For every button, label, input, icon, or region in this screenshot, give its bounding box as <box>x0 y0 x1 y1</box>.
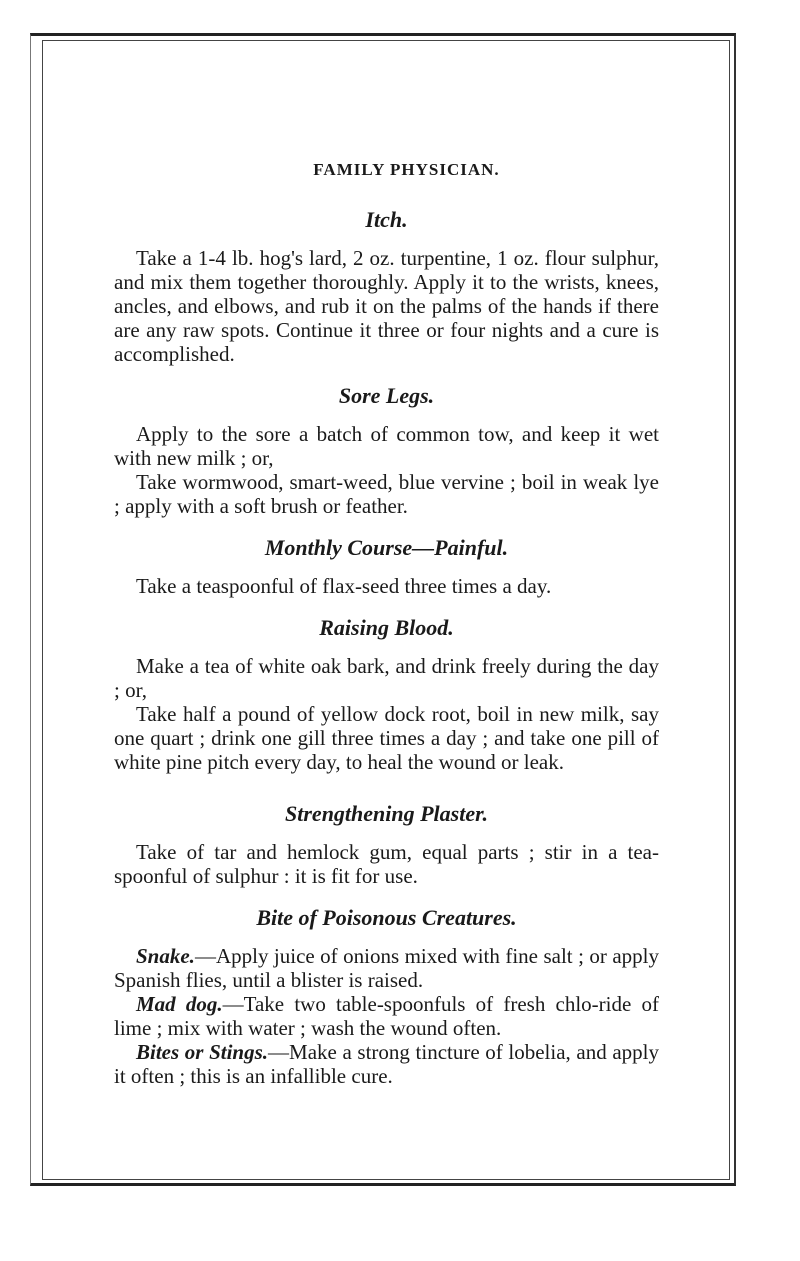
section-raising-blood <box>114 615 659 774</box>
section-heading: Sore Legs. <box>338 383 435 408</box>
section-strengthening-plaster <box>114 801 659 888</box>
paragraph: Take a 1-4 lb. hog's lard, 2 oz. turpentine, 1 oz. flour sulphur, and mix them together thoroughly. Apply it to the wrists, knees, ancles, and elbows, and rub it on the palms of the hands if there are any raw spots. Continue it three or four nights and a cure is accomplished. <box>114 246 659 366</box>
section-monthly-course <box>114 535 659 598</box>
entry-text: —Apply juice of onions mixed with fine salt ; or apply Spanish flies, until a blister is raised. <box>114 944 659 992</box>
paragraph: Take half a pound of yellow dock root, boil in new milk, say one quart ; drink one gill three times a day ; and take one pill of white pine pitch every day, to heal the wound or leak. <box>114 702 659 774</box>
section-heading: Monthly Course—Painful. <box>264 535 509 560</box>
section-heading: Raising Blood. <box>319 615 454 640</box>
entry-paragraph <box>114 1040 659 1088</box>
entry-paragraph <box>114 992 659 1040</box>
paragraph: Take wormwood, smart-weed, blue vervine ; boil in weak lye ; apply with a soft brush or feather. <box>114 470 659 518</box>
page-content <box>114 160 659 1105</box>
section-itch <box>114 207 659 366</box>
entry-text: —Make a strong tincture of lobelia, and apply it often ; this is an infallible cure. <box>114 1040 659 1088</box>
paragraph: Apply to the sore a batch of common tow, and keep it wet with new milk ; or, <box>114 422 659 470</box>
section-sore-legs <box>114 383 659 518</box>
paragraph: Make a tea of white oak bark, and drink freely during the day ; or, <box>114 654 659 702</box>
running-head: FAMILY PHYSICIAN. <box>313 160 500 179</box>
section-heading: Strengthening Plaster. <box>285 801 488 826</box>
entry-lead: Bites or Stings. <box>136 1040 269 1064</box>
entry-paragraph <box>114 944 659 992</box>
entry-lead: Snake. <box>136 944 195 968</box>
entry-lead: Mad dog. <box>136 992 223 1016</box>
section-heading: Bite of Poisonous Creatures. <box>256 905 517 930</box>
section-heading: Itch. <box>365 207 408 232</box>
entry-text: —Take two table-spoonfuls of fresh chlo-ride of lime ; mix with water ; wash the wound often. <box>114 992 659 1040</box>
section-bite-of-poisonous-creatures <box>114 905 659 1088</box>
paragraph: Take a teaspoonful of flax-seed three times a day. <box>136 574 552 598</box>
paragraph: Take of tar and hemlock gum, equal parts ; stir in a tea-spoonful of sulphur : it is fit for use. <box>114 840 659 888</box>
